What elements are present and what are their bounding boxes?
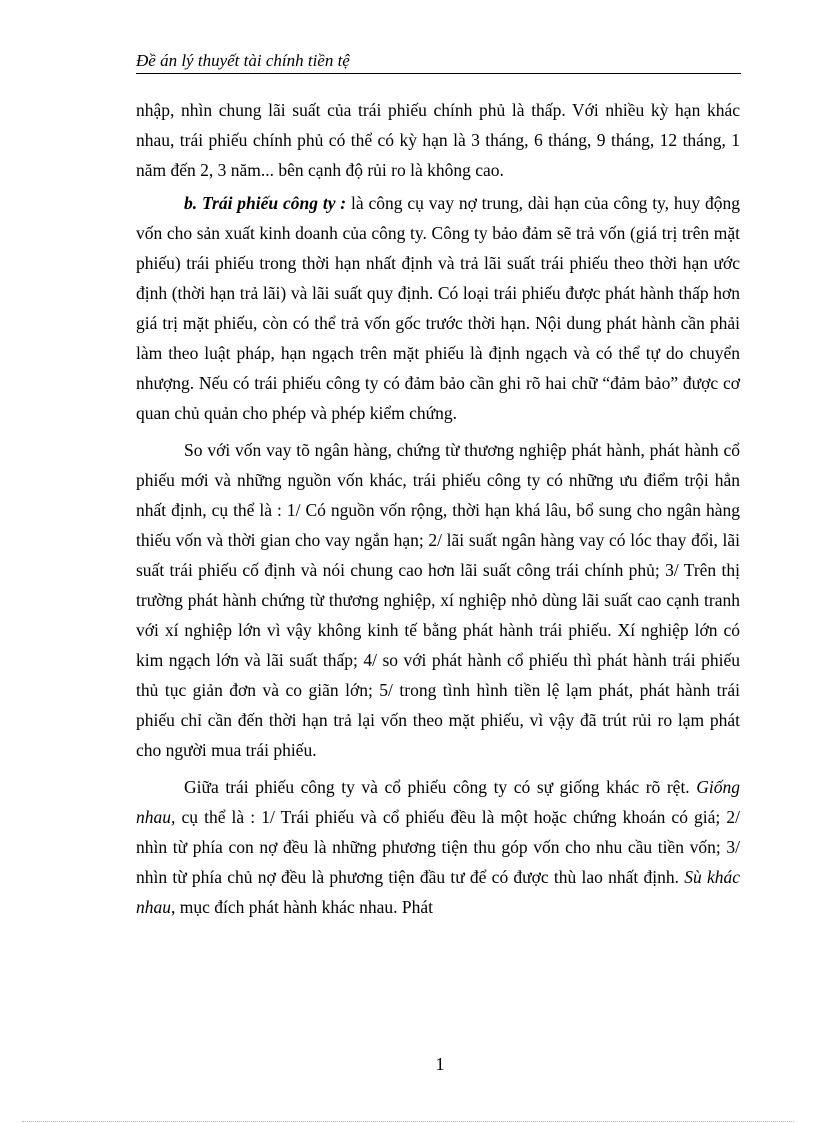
page-header: Đề án lý thuyết tài chính tiền tệ xyxy=(136,50,741,74)
comparison-text-1: Giữa trái phiếu công ty và cổ phiếu công ty có sự giống khác rõ rệt. xyxy=(184,777,697,797)
paragraph-government-bonds: nhập, nhìn chung lãi suất của trái phiếu chính phủ là thấp. Với nhiều kỳ hạn khác nhau, trái phiếu chính phủ có thể có kỳ hạn là 3 tháng, 6 tháng, 9 tháng, 12 tháng, 1 năm đến 2, 3 năm... bên cạnh độ rủi ro là không cao. xyxy=(136,100,740,180)
comparison-differences-label: Sù khác nhau xyxy=(136,867,740,917)
comparison-text-3: , mục đích phát hành khác nhau. Phát xyxy=(171,897,433,917)
paragraph-advantages: So với vốn vay tõ ngân hàng, chứng từ thương nghiệp phát hành, phát hành cổ phiếu mới và những nguồn vốn khác, trái phiếu công ty có những ưu điểm trội hẳn nhất định, cụ thể là : 1/ Có nguồn vốn rộng, thời hạn khá lâu, bổ sung cho ngân hàng thiếu vốn và thời gian cho vay ngắn hạn; 2/ lãi suất ngân hàng vay có lóc thay đổi, lãi suất trái phiếu cố định và nói chung cao hơn lãi suất công trái chính phủ; 3/ Trên thị trường phát hành chứng từ thương nghiệp, xí nghiệp nhỏ dùng lãi suất cao cạnh tranh với xí nghiệp lớn vì vậy không kinh tế bằng phát hành trái phiếu. Xí nghiệp lớn có kim ngạch lớn và lãi suất thấp; 4/ so với phát hành cổ phiếu thì phát hành trái phiếu thủ tục giản đơn và co giãn lớn; 5/ trong tình hình tiền lệ lạm phát, phát hành trái phiếu chỉ cần đến thời hạn trả lại vốn theo mặt phiếu, vì vậy đã trút rủi ro lạm phát cho người mua trái phiếu. xyxy=(136,440,740,760)
paragraph-corporate-bonds-text: là công cụ vay nợ trung, dài hạn của công ty, huy động vốn cho sản xuất kinh doanh của công ty. Công ty bảo đảm sẽ trả vốn (giá trị trên mặt phiếu) trái phiếu trong thời hạn nhất định và trả lãi suất trái phiếu theo thời hạn ước định (thời hạn trả lãi) và lãi suất quy định. Có loại trái phiếu được phát hành thấp hơn giá trị mặt phiếu, còn có thể trả vốn gốc trước thời hạn. Nội dung phát hành cần phải làm theo luật pháp, hạn ngạch trên mặt phiếu là định ngạch và có thể tự do chuyển nhượng. Nếu có trái phiếu công ty có đảm bảo cần ghi rõ hai chữ “đảm bảo” được cơ quan chủ quản cho phép và phép kiểm chứng. xyxy=(136,193,740,423)
section-heading-corporate-bonds: b. Trái phiếu công ty : xyxy=(184,193,347,213)
page-break-divider xyxy=(22,1121,794,1122)
paragraph-corporate-bonds xyxy=(136,188,740,428)
document-body xyxy=(136,95,740,929)
paragraph-comparison xyxy=(136,772,740,922)
page-number: 1 xyxy=(435,1054,445,1074)
comparison-similarities-label: Giống nhau, xyxy=(136,777,740,827)
comparison-text-2: cụ thể là : 1/ Trái phiếu và cổ phiếu đều là một hoặc chứng khoán có giá; 2/ nhìn từ phía con nợ đều là những phương tiện thu góp vốn cho nhu cầu tiền vốn; 3/ nhìn từ phía chủ nợ đều là phương tiện đầu tư để có được thù lao nhất định. xyxy=(136,807,740,887)
